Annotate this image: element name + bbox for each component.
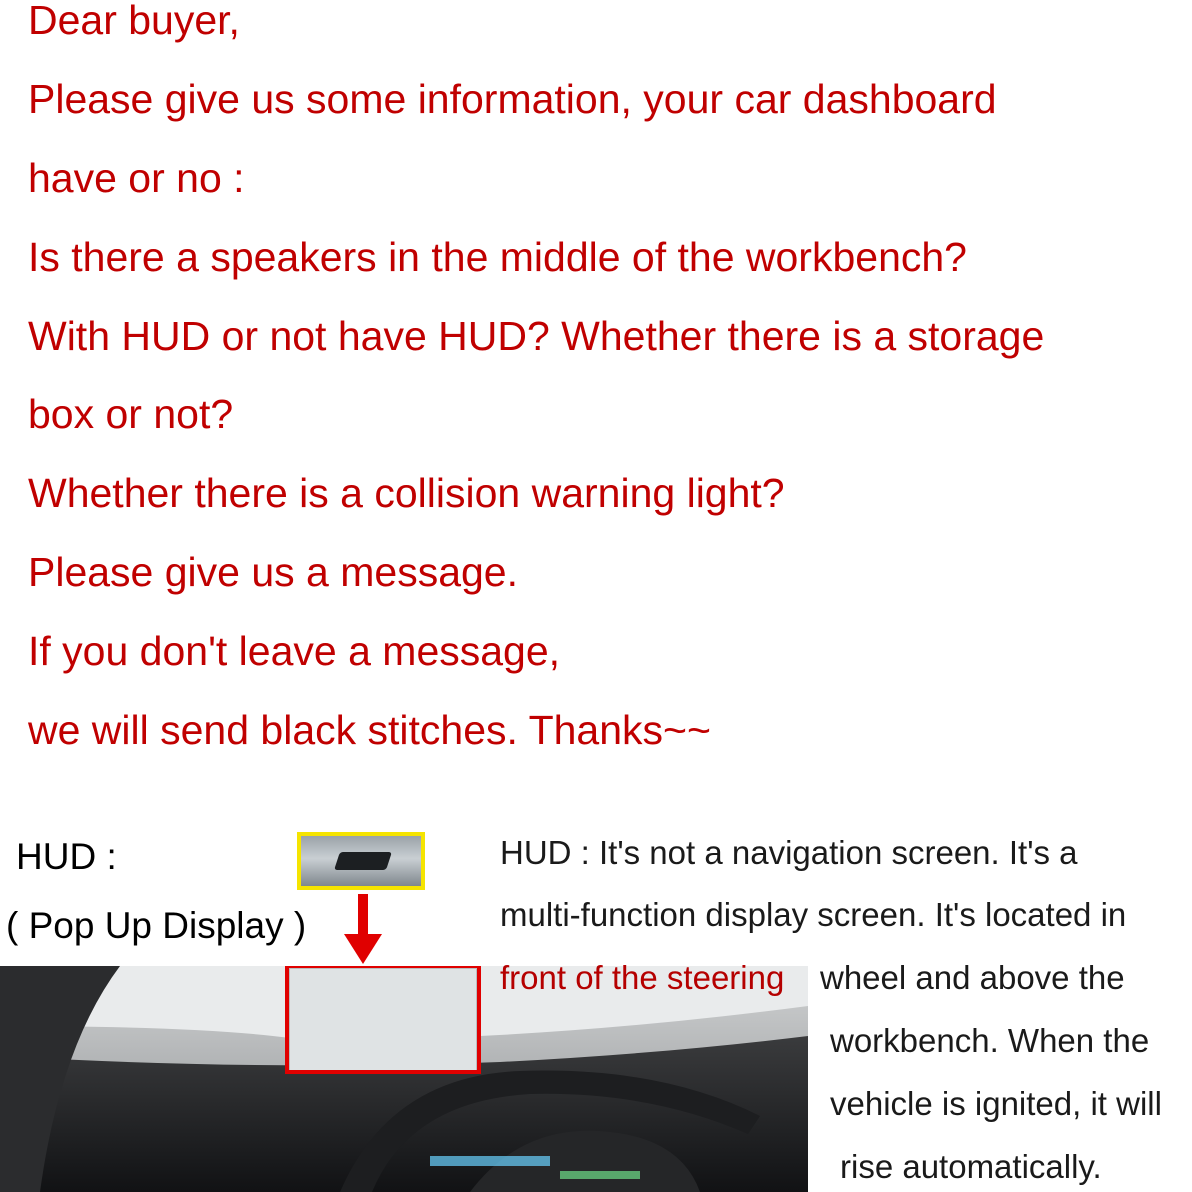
hud-description-line: front of the steering bbox=[500, 959, 785, 996]
message-line: have or no : bbox=[28, 155, 245, 201]
message-line: Please give us a message. bbox=[28, 549, 518, 595]
message-line: Dear buyer, bbox=[28, 0, 240, 43]
message-line: we will send black stitches. Thanks~~ bbox=[28, 707, 711, 753]
hud-description-line: wheel and above the bbox=[820, 959, 1125, 996]
message-line: Is there a speakers in the middle of the workbench? bbox=[28, 234, 967, 280]
dashboard-photo bbox=[0, 966, 808, 1192]
hud-closeup-image bbox=[297, 832, 425, 890]
hud-subtitle: ( Pop Up Display ) bbox=[6, 905, 307, 946]
hud-description-line: HUD : It's not a navigation screen. It's a bbox=[500, 834, 1078, 871]
hud-slot bbox=[334, 852, 392, 870]
hud-title: HUD : bbox=[16, 836, 117, 877]
hud-description-line: vehicle is ignited, it will bbox=[830, 1085, 1162, 1122]
hud-description-line: rise automatically. bbox=[840, 1148, 1102, 1185]
down-arrow-icon bbox=[344, 894, 382, 964]
message-line: box or not? bbox=[28, 391, 234, 437]
hud-description-line: multi-function display screen. It's located in bbox=[500, 896, 1127, 933]
message-line: With HUD or not have HUD? Whether there is a storage bbox=[28, 313, 1045, 359]
message-line: If you don't leave a message, bbox=[28, 628, 561, 674]
message-line: Whether there is a collision warning light? bbox=[28, 470, 785, 516]
message-line: Please give us some information, your car dashboard bbox=[28, 76, 997, 122]
hud-description-line: workbench. When the bbox=[830, 1022, 1150, 1059]
